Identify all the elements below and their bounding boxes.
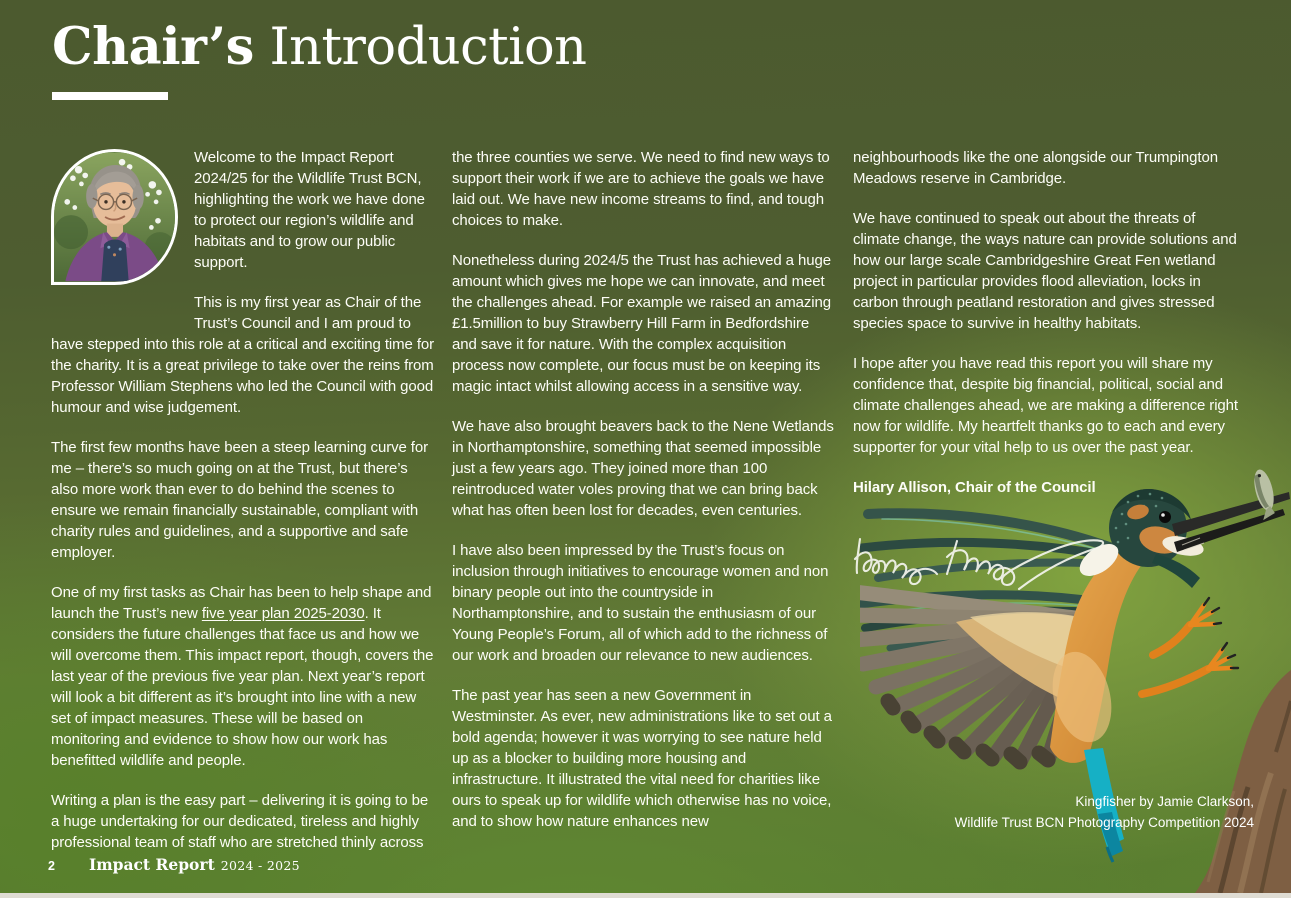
page-footer — [48, 855, 300, 874]
page-title — [52, 17, 1239, 77]
paragraph: Welcome to the Impact Report 2024/25 for the Wildlife Trust BCN, highlighting the work we have done to protect our region’s wildlife and habitats and to grow our public support. — [194, 149, 425, 272]
page-title-bold: Chair’s — [52, 17, 254, 77]
signoff-name: Hilary Allison, Chair of the Council — [853, 479, 1096, 497]
paragraph: neighbourhoods like the one alongside our Trumpington Meadows reserve in Cambridge. — [853, 149, 1218, 188]
photo-credit-line2: Wildlife Trust BCN Photography Competition 2024 — [954, 815, 1254, 831]
signature-strokes — [853, 517, 1109, 595]
paragraph-text: . It considers the future challenges that face us and how we will overcome them. This impact report, though, covers the last year of the previous five year plan. Next year’s report will look a bit different as it’s brought into line with a new set of impact measures. These will be based on monitoring and evidence to show how our work has benefitted wildlife and people. — [51, 605, 434, 770]
footer-page-number: 2 — [48, 859, 55, 873]
page-edge-strip — [0, 893, 1291, 898]
paragraph: Nonetheless during 2024/5 the Trust has achieved a huge amount which gives me hope we can innovate, and meet the challenges ahead. For example we raised an amazing £1.5million to buy Strawberry Hill Farm in Bedfordshire and save it for nature. With the complex acquisition process now complete, our focus must be on keeping its magic intact whilst allowing access in a sensitive way. — [452, 252, 831, 396]
photo-credit-line1: Kingfisher by Jamie Clarkson, — [1075, 793, 1254, 809]
paragraph: the three counties we serve. We need to find new ways to support their work if we are to achieve the goals we have laid out. We have new income streams to find, and tough choices to make. — [452, 149, 830, 230]
paragraph: Writing a plan is the easy part – delivering it is going to be a huge undertaking for our dedicated, tireless and highly professional team of staff who are stretched thinly across — [51, 792, 429, 852]
paragraph: The first few months have been a steep learning curve for me – there’s so much going on at the Trust, but there’s also more work than ever to do behind the scenes to ensure we remain financially sustainable, compliant with charity rules and guidelines, and a supportive and safe employer. — [51, 439, 429, 562]
title-underline — [52, 92, 168, 100]
paragraph-text: One of my first tasks as Chair has been to help shape and launch the Trust’s new — [51, 584, 432, 623]
chair-portrait-image — [51, 149, 178, 285]
paragraph: This is my first year as Chair of the Trust’s Council and I am proud to have stepped into this role at a critical and exciting time for the charity. It is a great privilege to take over the reins from Professor William Stephens who led the Council with good humour and wise judgement. — [51, 294, 435, 417]
footer-brand: Impact Report — [88, 855, 215, 874]
page-title-light: Introduction — [269, 18, 587, 77]
paragraph: We have continued to speak out about the threats of climate change, the ways nature can provide solutions and how our large scale Cambridgeshire Great Fen wetland project in particular provides flood alleviation, locks in carbon through peatland restoration and gives stressed species space to survive in healthy habitats. — [853, 210, 1237, 333]
paragraph: We have also brought beavers back to the Nene Wetlands in Northamptonshire, something that seemed impossible just a few years ago. They joined more than 100 reintroduced water voles proving that we can bring back what has often been lost for decades, even centuries. — [452, 418, 834, 520]
column-2 — [452, 147, 837, 872]
chair-portrait-illustration — [54, 152, 175, 282]
paragraph: The past year has seen a new Government in Westminster. As ever, new administrations like to set out a bold agenda; however it was worrying to see nature held up as a blocker to building more housing and infrastructure. It illustrated the vital need for charities like ours to speak up for wildlife which otherwise has no voice, and to show how nature enhances new — [452, 687, 832, 831]
article-body — [0, 147, 1291, 872]
paragraph — [51, 582, 436, 771]
footer-years: 2024 - 2025 — [220, 858, 300, 873]
page-header — [0, 0, 1291, 100]
paragraph: I hope after you have read this report you will share my confidence that, despite big financial, political, social and climate challenges ahead, we are making a difference right now for wildlife. My heartfelt thanks go to each and every supporter for your vital help to us over the past year. — [853, 355, 1238, 457]
column-3 — [853, 147, 1238, 872]
paragraph: I have also been impressed by the Trust’s focus on inclusion through initiatives to encourage women and non binary people out into the countryside in Northamptonshire, and to sustain the enthusiasm of our Young People’s Forum, all of which add to the richness of our work and broaden our relevance to new audiences. — [452, 542, 829, 665]
five-year-plan-link[interactable]: five year plan 2025-2030 — [201, 605, 365, 623]
column-1 — [51, 147, 436, 872]
photo-credit — [955, 791, 1254, 834]
signature-image — [853, 517, 1238, 595]
